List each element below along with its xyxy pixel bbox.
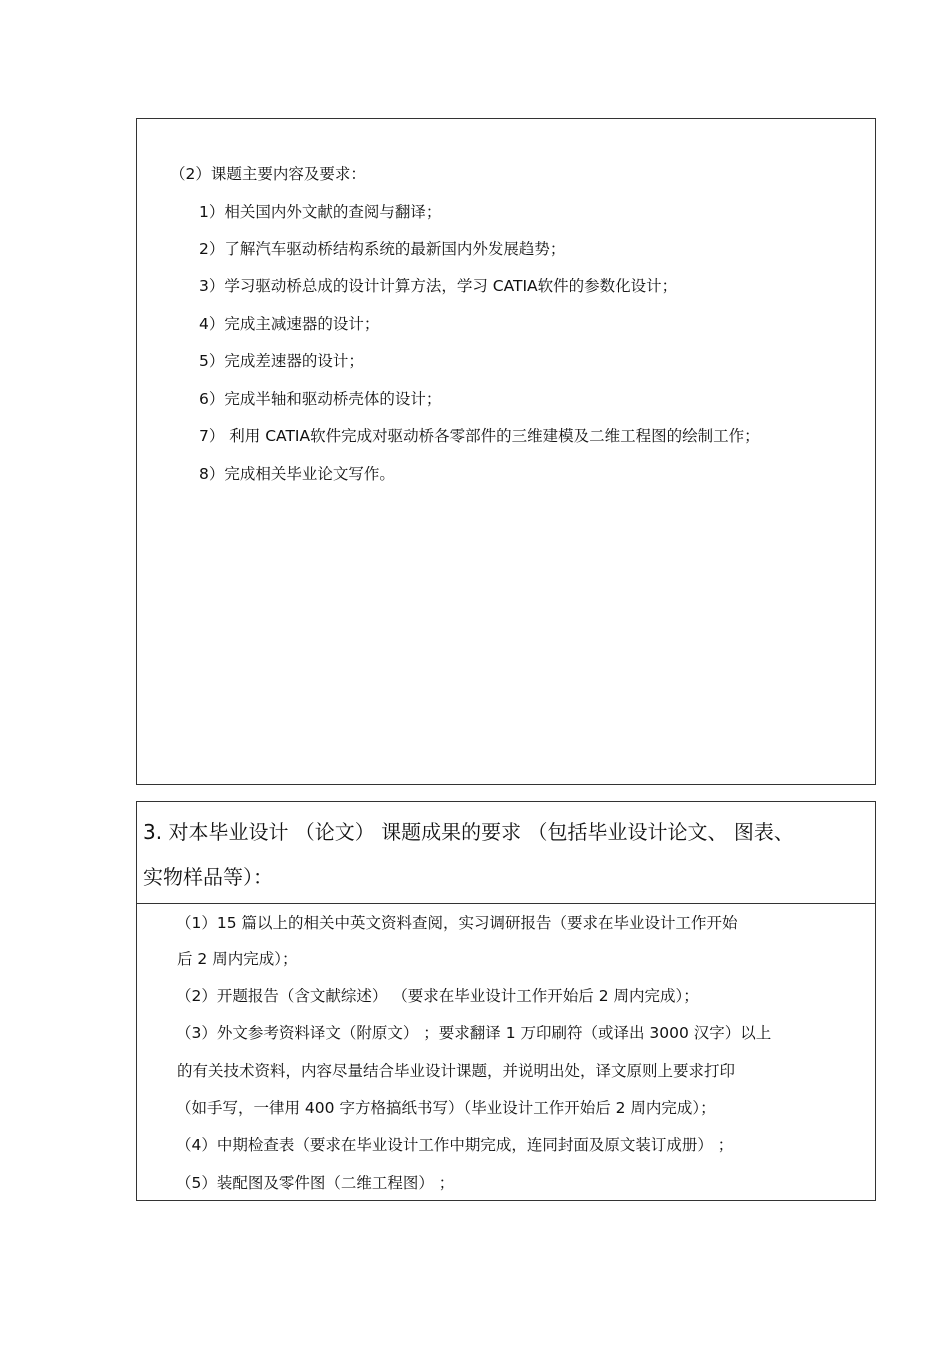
requirement-item-3: 3）学习驱动桥总成的设计计算方法，学习 CATIA软件的参数化设计； bbox=[199, 277, 678, 295]
requirement-item-5: 5）完成差速器的设计； bbox=[199, 352, 364, 370]
section3-title-line2: 实物样品等）： bbox=[143, 865, 273, 889]
deliverables-box bbox=[136, 801, 876, 1201]
requirement-item-2: 2）了解汽车驱动桥结构系统的最新国内外发展趋势； bbox=[199, 240, 566, 258]
section2-heading: （2）课题主要内容及要求： bbox=[170, 165, 366, 183]
deliverable-line-3: （2）开题报告（含文献综述） （要求在毕业设计工作开始后 2 周内完成）； bbox=[176, 987, 699, 1005]
deliverable-line-1: （1）15 篇以上的相关中英文资料查阅，实习调研报告（要求在毕业设计工作开始 bbox=[176, 914, 738, 932]
requirement-item-7: 7） 利用 CATIA软件完成对驱动桥各零部件的三维建模及二维工程图的绘制工作； bbox=[199, 427, 760, 445]
deliverable-line-6: （如手写，一律用 400 字方格搞纸书写）（毕业设计工作开始后 2 周内完成）； bbox=[176, 1099, 716, 1117]
deliverable-line-4: （3）外文参考资料译文（附原文） ；要求翻译 1 万印刷符（或译出 3000 汉字）以上 bbox=[176, 1024, 772, 1042]
deliverable-line-2: 后 2 周内完成）； bbox=[177, 950, 298, 968]
section3-title-line1: 3. 对本毕业设计 （论文） 课题成果的要求 （包括毕业设计论文、 图表、 bbox=[143, 820, 794, 844]
deliverable-line-5: 的有关技术资料，内容尽量结合毕业设计课题，并说明出处，译文原则上要求打印 bbox=[177, 1062, 736, 1080]
requirement-item-8: 8）完成相关毕业论文写作。 bbox=[199, 465, 395, 483]
content-requirements-box bbox=[136, 118, 876, 785]
requirement-item-1: 1）相关国内外文献的查阅与翻译； bbox=[199, 203, 442, 221]
section-divider bbox=[137, 903, 875, 904]
requirement-item-6: 6）完成半轴和驱动桥壳体的设计； bbox=[199, 390, 442, 408]
requirement-item-4: 4）完成主减速器的设计； bbox=[199, 315, 380, 333]
deliverable-line-8: （5）装配图及零件图（二维工程图） ； bbox=[176, 1174, 455, 1192]
deliverable-line-7: （4）中期检查表（要求在毕业设计工作中期完成，连同封面及原文装订成册） ； bbox=[176, 1136, 734, 1154]
